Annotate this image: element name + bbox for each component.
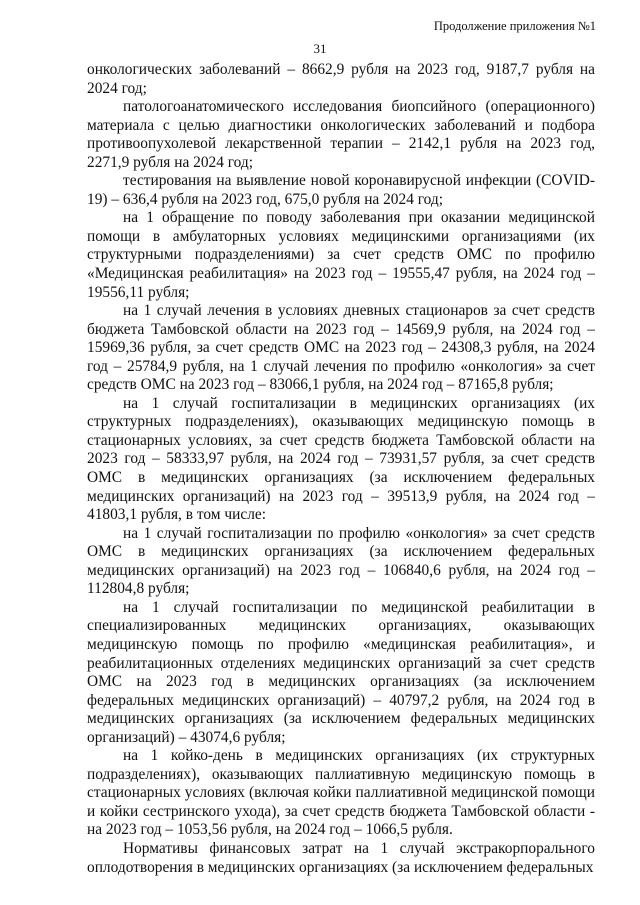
- paragraph-ivf-norms: Нормативы финансовых затрат на 1 случай экстракорпорального оплодотворения в медицинских организациях (за исключением федеральных: [87, 839, 595, 876]
- paragraph-covid-testing: тестирования на выявление новой коронавирусной инфекции (COVID-19) – 636,4 рубля на 2023 год, 675,0 рубля на 2024 год;: [87, 172, 595, 208]
- page-number: 31: [313, 41, 327, 56]
- paragraph-palliative-bed-day: на 1 койко-день в медицинских организациях (их структурных подразделениях), оказывающих паллиативную медицинскую помощь в стационарных условиях (включая койки паллиативной медицинской помощи и койки сестринского ухода), за счет средств бюджета Тамбовской области - на 2023 год – 1053,56 рубля, на 2024 год – 1066,5 рубля.: [87, 747, 595, 839]
- paragraph-day-hospital: на 1 случай лечения в условиях дневных стационаров за счет средств бюджета Тамбовской области на 2023 год – 14569,9 рубля, на 2024 год – 15969,36 рубля, за счет средств ОМС на 2023 год – 24308,3 рубля, на 2024 год – 25784,9 рубля, на 1 случай лечения по профилю «онкология» за счет средств ОМС на 2023 год – 83066,1 рубля, на 2024 год – 87165,8 рубля;: [87, 302, 595, 394]
- document-body: [87, 61, 595, 877]
- appendix-continuation-note: Продолжение приложения №1: [433, 19, 596, 33]
- paragraph-outpatient-rehabilitation: на 1 обращение по поводу заболевания при оказании медицинской помощи в амбулаторных условиях медицинскими организациями (их структурными подразделениями) за счет средств ОМС по профилю «Медицинская реабилитация» на 2023 год – 19555,47 рубля, на 2024 год – 19556,11 рубля;: [87, 209, 595, 301]
- paragraph-rehabilitation-hospitalization: на 1 случай госпитализации по медицинской реабилитации в специализированных медицинских организациях, оказывающих медицинскую помощь по профилю «медицинская реабилитация», и реабилитационных отделениях медицинских организаций за счет средств ОМС на 2023 год в медицинских организациях (за исключением федеральных медицинских организаций) – 40797,2 рубля, на 2024 год в медицинских организациях (за исключением федеральных медицинских организаций) – 43074,6 рубля;: [87, 598, 595, 746]
- paragraph-oncology-diagnostics-continued: онкологических заболеваний – 8662,9 рубля на 2023 год, 9187,7 рубля на 2024 год;: [87, 61, 595, 97]
- paragraph-pathology-biopsy: патологоанатомического исследования биопсийного (операционного) материала с целью диагностики онкологических заболеваний и подбора противоопухолевой лекарственной терапии – 2142,1 рубля на 2023 год, 2271,9 рубля на 2024 год;: [87, 98, 595, 171]
- paragraph-oncology-hospitalization: на 1 случай госпитализации по профилю «онкология» за счет средств ОМС в медицинских организациях (за исключением федеральных медицинских организаций) на 2023 год – 106840,6 рубля, на 2024 год – 112804,8 рубля;: [87, 524, 595, 598]
- paragraph-hospitalization: на 1 случай госпитализации в медицинских организациях (их структурных подразделениях), оказывающих медицинскую помощь в стационарных условиях, за счет средств бюджета Тамбовской области на 2023 год – 58333,97 рубля, на 2024 год – 73931,57 рубля, за счет средств ОМС в медицинских организациях (за исключением федеральных медицинских организаций) на 2023 год – 39513,9 рубля, на 2024 год – 41803,1 рубля, в том числе:: [87, 394, 595, 524]
